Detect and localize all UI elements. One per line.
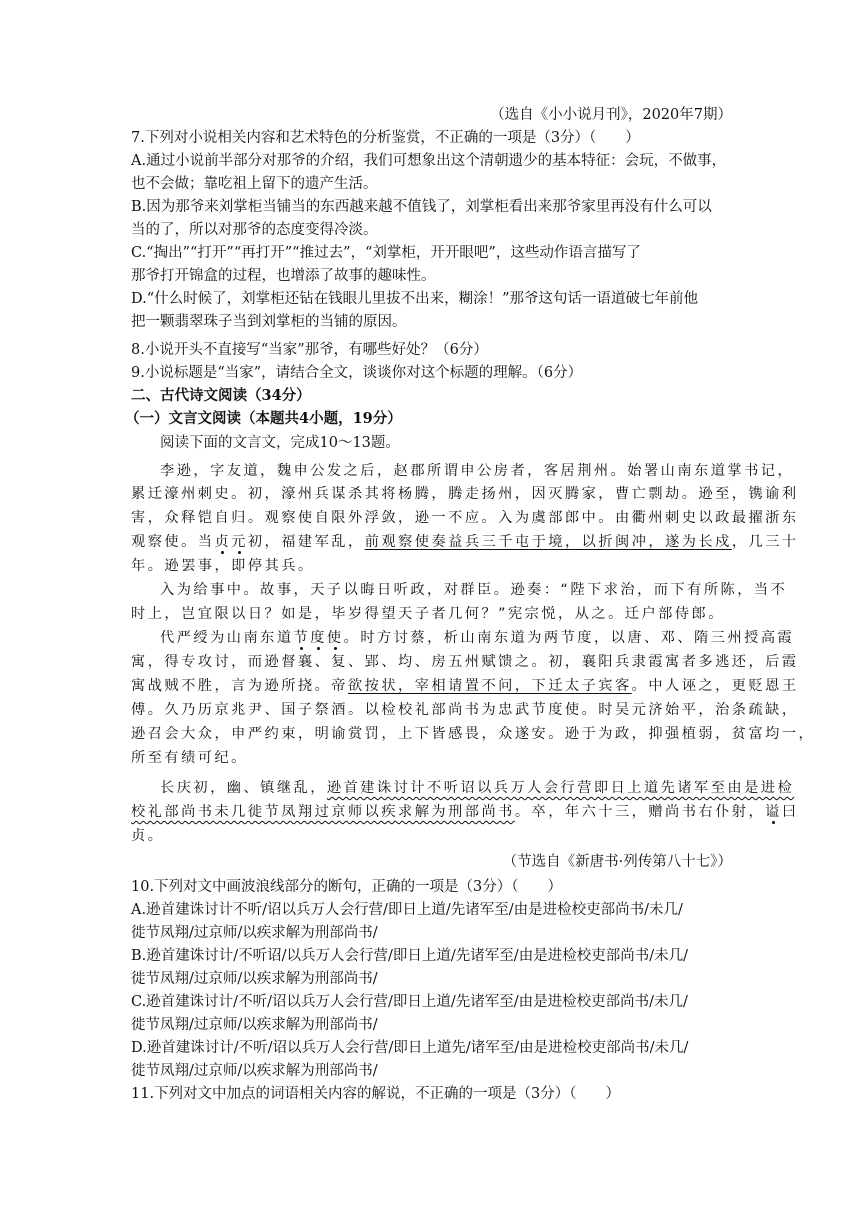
- passage-p4-line2: [131, 801, 799, 823]
- q10-option-d-line2: 徙节凤翔/过京师/以疾求解为刑部尚书/: [131, 1063, 378, 1079]
- q7-option-d-line1: D.“什么时候了，刘掌柜还钻在钱眼儿里拔不出来，糊涂！”那爷这句话一语道破七年前他: [131, 291, 699, 307]
- text-run: 。中人诬之，更贬恩王: [631, 678, 799, 694]
- dotted-word: 节: [293, 630, 311, 646]
- dotted-word: 贞: [214, 534, 232, 550]
- q11-stem: 11.下列对文中加点的词语相关内容的解说，不正确的一项是（3分）（ ）: [131, 1086, 621, 1102]
- q7-option-b-line1: B.因为那爷来刘掌柜当铺当的东西越来越不值钱了，刘掌柜看出来那爷家里再没有什么可以: [131, 199, 712, 215]
- passage-p3-line4: 傅。久乃历京兆尹、国子祭酒。以检校礼部尚书为忠武节度使。时吴元济始平，治条疏缺，: [131, 702, 799, 718]
- passage-p3-line6: 所至有绩可纪。: [131, 750, 248, 766]
- passage-p2-line2: 时上，岂宜限以日？如是，毕岁得望天子者几何？”宪宗悦，从之。迁户部侍郎。: [131, 606, 725, 622]
- text-run: 长庆初，幽、镇继乱，: [160, 780, 327, 796]
- passage-p1-line3: 害，众释铠自归。观察使自限外浮敛，逊一不应。入为虞部郎中。由衢州刺史以政最擢浙东: [131, 510, 799, 526]
- q8-stem: 8.小说开头不直接写“当家”那爷，有哪些好处？（6分）: [131, 342, 488, 358]
- q7-option-c-line2: 那爷打开锦盒的过程，也增添了故事的趣味性。: [131, 268, 436, 284]
- straight-underlined-sentence: 欲按状，宰相请置不问，下迁太子宾客: [347, 678, 632, 694]
- q10-option-b-line1: B.逊首建诛讨计/不听诏/以兵万人会行营/即日上道/先诸军至/由是进检校吏部尚书/未几/: [131, 948, 688, 964]
- q7-stem: 7.下列对小说相关内容和艺术特色的分析鉴赏，不正确的一项是（3分）（ ）: [131, 130, 640, 146]
- q10-option-a-line2: 徙节凤翔/过京师/以疾求解为刑部尚书/: [131, 925, 378, 941]
- source-note: （选自《小小说月刊》，2020年7期）: [490, 107, 732, 123]
- wavy-underlined-sentence: 逊首建诛讨计不听诏以兵万人会行营即日上道先诸军至由是进检: [326, 780, 795, 796]
- passage-p1-line1: 李逊，字友道，魏申公发之后，赵郡所谓申公房者，客居荆州。始署山南东道掌书记，: [160, 463, 795, 479]
- q10-option-d-line1: D.逊首建诛讨计/不听/诏以兵万人会行营/即日上道先/诸军至/由是进检校吏部尚书/未几/: [131, 1040, 689, 1056]
- dotted-word: 度: [310, 630, 327, 646]
- text-run: ，几三十: [731, 534, 799, 550]
- passage-p3-line2: 寓，得专攻讨，而逊督襄、复、郢、均、房五州赋馈之。初，襄阳兵隶霞寓者多逃还，后霞: [131, 654, 799, 670]
- dotted-word: 使: [326, 630, 344, 646]
- q7-option-c-line1: C.“掏出”“打开”“再打开”“推过去”，“刘掌柜，开开眼吧”，这些动作语言描写了: [131, 245, 641, 261]
- straight-underlined-sentence: 前观察使奏益兵三千屯于境，以折闽冲，遂为长戍: [364, 534, 732, 550]
- text-run: 曰: [781, 804, 799, 820]
- q10-option-b-line2: 徙节凤翔/过京师/以疾求解为刑部尚书/: [131, 971, 378, 987]
- passage-p1-line2: 累迁濠州刺史。初，濠州兵谋杀其将杨腾，腾走扬州，因灭腾家，曹亡剽劫。逊至，镌谕利: [131, 486, 799, 502]
- reading-instruction: 阅读下面的文言文，完成10～13题。: [160, 435, 400, 451]
- dotted-word: 元: [231, 534, 248, 550]
- subsection-heading: （一）文言文阅读（本题共4小题，19分）: [125, 410, 402, 427]
- passage-p3-line1: [160, 627, 795, 649]
- passage-p1-line4: [131, 531, 799, 553]
- q10-option-c-line1: C.逊首建诛讨计/不听/诏以兵万人会行营/即日上道/先诸军至/由是进检校吏部尚书/未几/: [131, 994, 688, 1010]
- text-run: 。卒，年六十三，赠尚书右仆射，: [514, 804, 766, 820]
- text-run: 观察使。当: [131, 534, 215, 550]
- text-run: 初，福建军乱，: [247, 534, 365, 550]
- q7-option-d-line2: 把一颗翡翠珠子当到刘掌柜的当铺的原因。: [131, 314, 407, 330]
- passage-p3-line5: 逊召会大众，申严约束，明谕赏罚，上下皆感畏，众遂安。逊于为政，抑强植弱，贫富均一，: [131, 726, 816, 742]
- q7-option-a-line2: 也不会做；靠吃祖上留下的遗产生活。: [131, 176, 378, 192]
- wavy-underlined-sentence: 校礼部尚书未几徙节凤翔过京师以疾求解为刑部尚书: [131, 804, 515, 820]
- passage-p3-line3: [131, 675, 799, 697]
- passage-p4-line3: 贞。: [131, 828, 165, 844]
- text-run: 。时方讨蔡，析山南东道为两节度，以唐、邓、隋三州授高霞: [343, 630, 795, 646]
- passage-p1-line5: 年。逊罢事，即停其兵。: [131, 558, 315, 574]
- q10-option-a-line1: A.逊首建诛讨计不听/诏以兵万人会行营/即日上道/先诸军至/由是进检校吏部尚书/未几/: [131, 902, 683, 918]
- q7-option-b-line2: 当的了，所以对那爷的态度变得冷淡。: [131, 222, 378, 238]
- dotted-word: 谥: [765, 804, 782, 820]
- passage-source: （节选自《新唐书·列传第八十七》）: [502, 854, 732, 870]
- q10-option-c-line2: 徙节凤翔/过京师/以疾求解为刑部尚书/: [131, 1017, 378, 1033]
- passage-p2-line1: 入为给事中。故事，天子以晦日听政，对群臣。逊奏：“陛下求治，而下有所陈，当不: [160, 582, 788, 598]
- passage-p4-line1: [160, 777, 795, 799]
- text-run: 寓战贼不胜，言为逊所挠。帝: [131, 678, 348, 694]
- q7-option-a-line1: A.通过小说前半部分对那爷的介绍，我们可想象出这个清朝遗少的基本特征：会玩，不做事，: [131, 153, 727, 169]
- q9-stem: 9.小说标题是“当家”，请结合全文，谈谈你对这个标题的理解。（6分）: [131, 365, 583, 381]
- text-run: 代严绶为山南东道: [160, 630, 294, 646]
- q10-stem: 10.下列对文中画波浪线部分的断句，正确的一项是（3分）（ ）: [131, 879, 563, 895]
- section-heading: 二、古代诗文阅读（34分）: [131, 387, 311, 404]
